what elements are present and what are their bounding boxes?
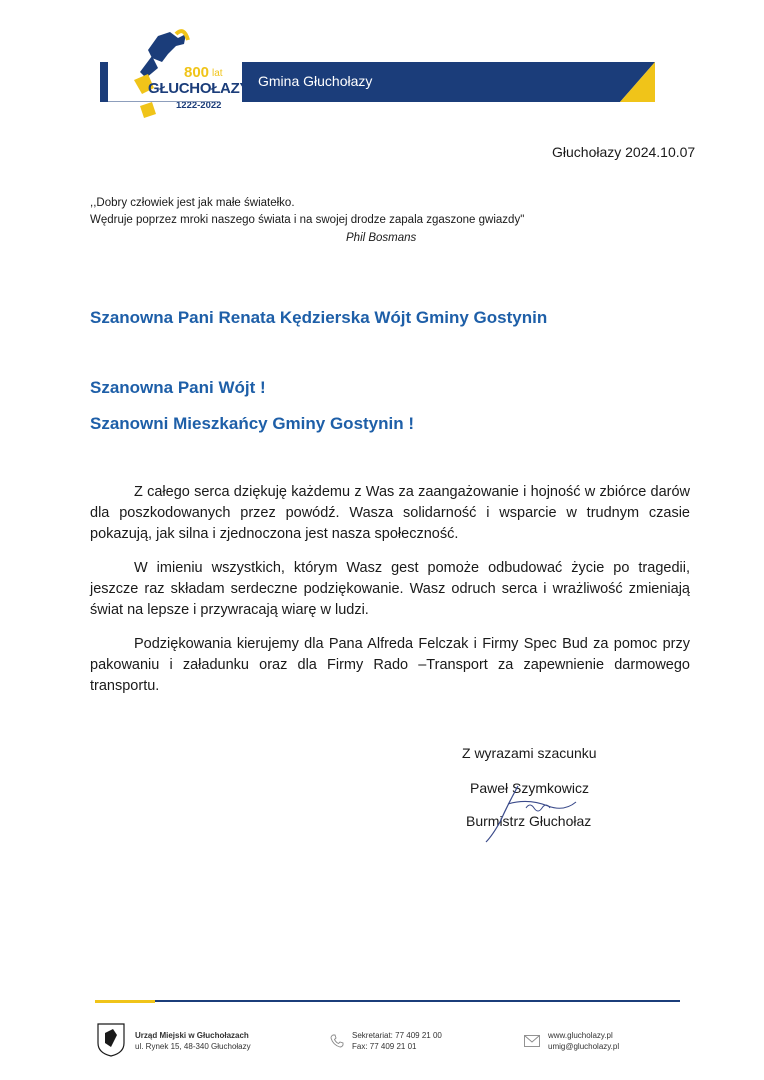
- footer-divider: [95, 998, 680, 1008]
- footer-web: [548, 1030, 619, 1052]
- gmina-title: Gmina Głuchołazy: [258, 73, 373, 89]
- paragraph-1: [90, 482, 690, 545]
- signer-title: Burmistrz Głuchołaz: [466, 813, 592, 829]
- addressee: Szanowna Pani Renata Kędzierska Wójt Gminy Gostynin: [90, 308, 548, 327]
- salutation-wojt: Szanowna Pani Wójt !: [90, 378, 266, 397]
- phone-icon: [330, 1034, 344, 1048]
- footer-office-name: Urząd Miejski w Głuchołazach: [135, 1031, 249, 1040]
- footer-office-address: ul. Rynek 15, 48-340 Głuchołazy: [135, 1042, 251, 1051]
- letter-date: Głuchołazy 2024.10.07: [552, 144, 696, 160]
- paragraph-2: [90, 558, 690, 621]
- signer-name: Paweł Szymkowicz: [470, 780, 590, 796]
- footer-email[interactable]: umig@glucholazy.pl: [548, 1042, 620, 1051]
- mail-icon: [524, 1035, 540, 1047]
- paragraph-3: [90, 634, 690, 697]
- logo-years: 1222-2022: [176, 100, 222, 111]
- salutation-residents: Szanowni Mieszkańcy Gminy Gostynin !: [90, 414, 415, 433]
- footer-office: [135, 1030, 251, 1052]
- paragraph-3-text: Podziękowania kierujemy dla Pana Alfreda Felczak i Firmy Spec Bud za pomoc przy pakowaniu i załadunku oraz dla Firmy Rado –Transport za zapewnienie darmowego transportu.: [90, 636, 690, 694]
- paragraph-2-text: W imieniu wszystkich, którym Wasz gest pomoże odbudować życie po tragedii, jeszcze raz składam serdeczne podziękowanie. Wasz odruch serca i wrażliwość zmieniają świat na lepsze i przywracają wiarę w ludzi.: [90, 560, 690, 618]
- footer-contact: [352, 1030, 442, 1052]
- logo-town-name: GŁUCHOŁAZY: [148, 80, 250, 97]
- town-logo: [118, 28, 250, 123]
- crest-icon: [97, 1023, 125, 1057]
- logo-lat: lat: [212, 68, 223, 79]
- footer-website[interactable]: www.glucholazy.pl: [548, 1031, 613, 1040]
- footer-fax: Fax: 77 409 21 01: [352, 1042, 417, 1051]
- quote-line-2: Wędruje poprzez mroki naszego świata i na swojej drodze zapala zgaszone gwiazdy": [90, 214, 525, 226]
- quote-line-1: ,,Dobry człowiek jest jak małe światełko.: [90, 197, 295, 209]
- handwritten-signature: [478, 784, 588, 844]
- quote-author: Phil Bosmans: [346, 232, 417, 244]
- paragraph-1-text: Z całego serca dziękuję każdemu z Was za zaangażowanie i hojność w zbiórce darów dla poszkodowanych przez powódź. Wasza solidarność i wsparcie w trudnym czasie pokazują, jak silna i zjednoczona jest nasza społeczność.: [90, 484, 690, 542]
- closing-regards: Z wyrazami szacunku: [462, 745, 597, 761]
- logo-anniversary: 800: [184, 64, 210, 81]
- footer-phone: Sekretariat: 77 409 21 00: [352, 1031, 442, 1040]
